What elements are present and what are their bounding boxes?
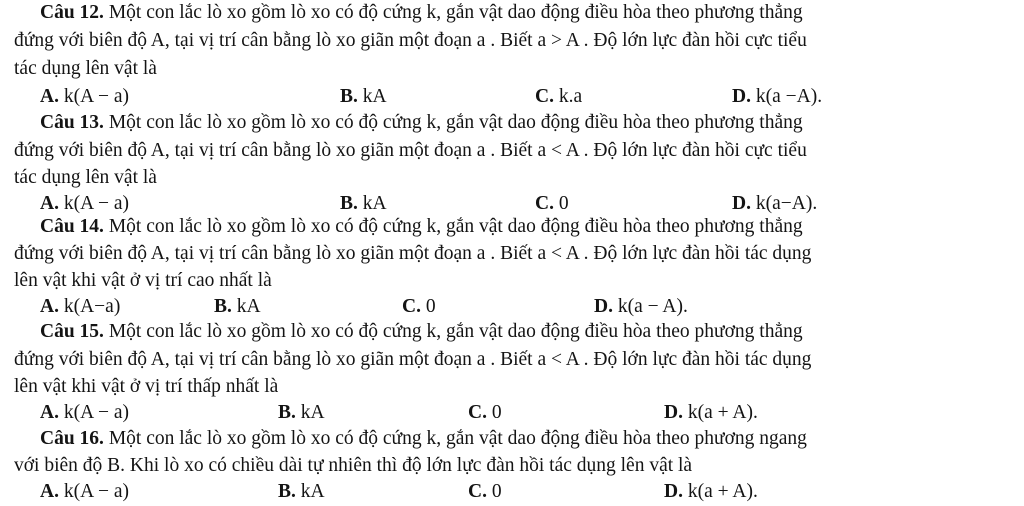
question-15-option-c: C. 0 — [468, 402, 502, 423]
question-12-option-d: D. k(a −A). — [732, 86, 823, 107]
question-14-text-1: Một con lắc lò xo gồm lò xo có độ cứng k, gắn vật dao động điều hòa theo phương thẳng — [108, 216, 803, 237]
question-14-line-2: đứng với biên độ A, tại vị trí cân bằng lò xo giãn một đoạn a . Biết a < A . Độ lớn lực đàn hồi tác dụng — [14, 243, 812, 264]
question-14-option-d: D. k(a − A). — [594, 296, 688, 317]
question-12-text-1: Một con lắc lò xo gồm lò xo có độ cứng k, gắn vật dao động điều hòa theo phương thẳng — [108, 2, 803, 23]
question-16-text-1: Một con lắc lò xo gồm lò xo có độ cứng k, gắn vật dao động điều hòa theo phương ngang — [108, 428, 807, 449]
question-16-line-2: với biên độ B. Khi lò xo có chiều dài tự nhiên thì độ lớn lực đàn hồi tác dụng lên vật là — [14, 455, 693, 476]
question-15-line-2: đứng với biên độ A, tại vị trí cân bằng lò xo giãn một đoạn a . Biết a < A . Độ lớn lực đàn hồi tác dụng — [14, 349, 812, 370]
question-15-option-b: B. kA — [278, 402, 325, 423]
question-15-line-1 — [40, 321, 803, 343]
question-13-line-1 — [40, 112, 803, 134]
question-15-option-d: D. k(a + A). — [664, 402, 758, 423]
question-16-line-1 — [40, 428, 807, 450]
question-14-option-b: B. kA — [214, 296, 261, 317]
question-13-label: Câu 13. — [40, 112, 104, 133]
question-12-line-2: đứng với biên độ A, tại vị trí cân bằng lò xo giãn một đoạn a . Biết a > A . Độ lớn lực đàn hồi cực tiểu — [14, 30, 807, 51]
question-14-label: Câu 14. — [40, 216, 104, 237]
question-14-line-3: lên vật khi vật ở vị trí cao nhất là — [14, 270, 272, 291]
question-15-line-3: lên vật khi vật ở vị trí thấp nhất là — [14, 376, 279, 397]
question-13-option-b: B. kA — [340, 193, 387, 214]
question-15-label: Câu 15. — [40, 321, 104, 342]
question-16-option-d: D. k(a + A). — [664, 481, 758, 502]
question-15-option-a: A. k(A − a) — [40, 402, 129, 423]
question-14-option-a: A. k(A−a) — [40, 296, 121, 317]
question-14-option-c: C. 0 — [402, 296, 436, 317]
question-12-option-b: B. kA — [340, 86, 387, 107]
question-12-line-3: tác dụng lên vật là — [14, 58, 157, 79]
question-16-option-a: A. k(A − a) — [40, 481, 129, 502]
question-14-line-1 — [40, 216, 803, 238]
question-12-option-c: C. k.a — [535, 86, 583, 107]
question-12-line-1 — [40, 2, 803, 24]
question-13-option-a: A. k(A − a) — [40, 193, 129, 214]
question-16-option-c: C. 0 — [468, 481, 502, 502]
question-13-line-2: đứng với biên độ A, tại vị trí cân bằng lò xo giãn một đoạn a . Biết a < A . Độ lớn lực đàn hồi cực tiểu — [14, 140, 807, 161]
question-16-option-b: B. kA — [278, 481, 325, 502]
question-13-line-3: tác dụng lên vật là — [14, 167, 157, 188]
question-12-option-a: A. k(A − a) — [40, 86, 129, 107]
question-16-label: Câu 16. — [40, 428, 104, 449]
question-12-label: Câu 12. — [40, 2, 104, 23]
question-13-option-c: C. 0 — [535, 193, 569, 214]
question-13-text-1: Một con lắc lò xo gồm lò xo có độ cứng k, gắn vật dao động điều hòa theo phương thẳng — [108, 112, 803, 133]
question-13-option-d: D. k(a−A). — [732, 193, 818, 214]
question-15-text-1: Một con lắc lò xo gồm lò xo có độ cứng k, gắn vật dao động điều hòa theo phương thẳng — [108, 321, 803, 342]
